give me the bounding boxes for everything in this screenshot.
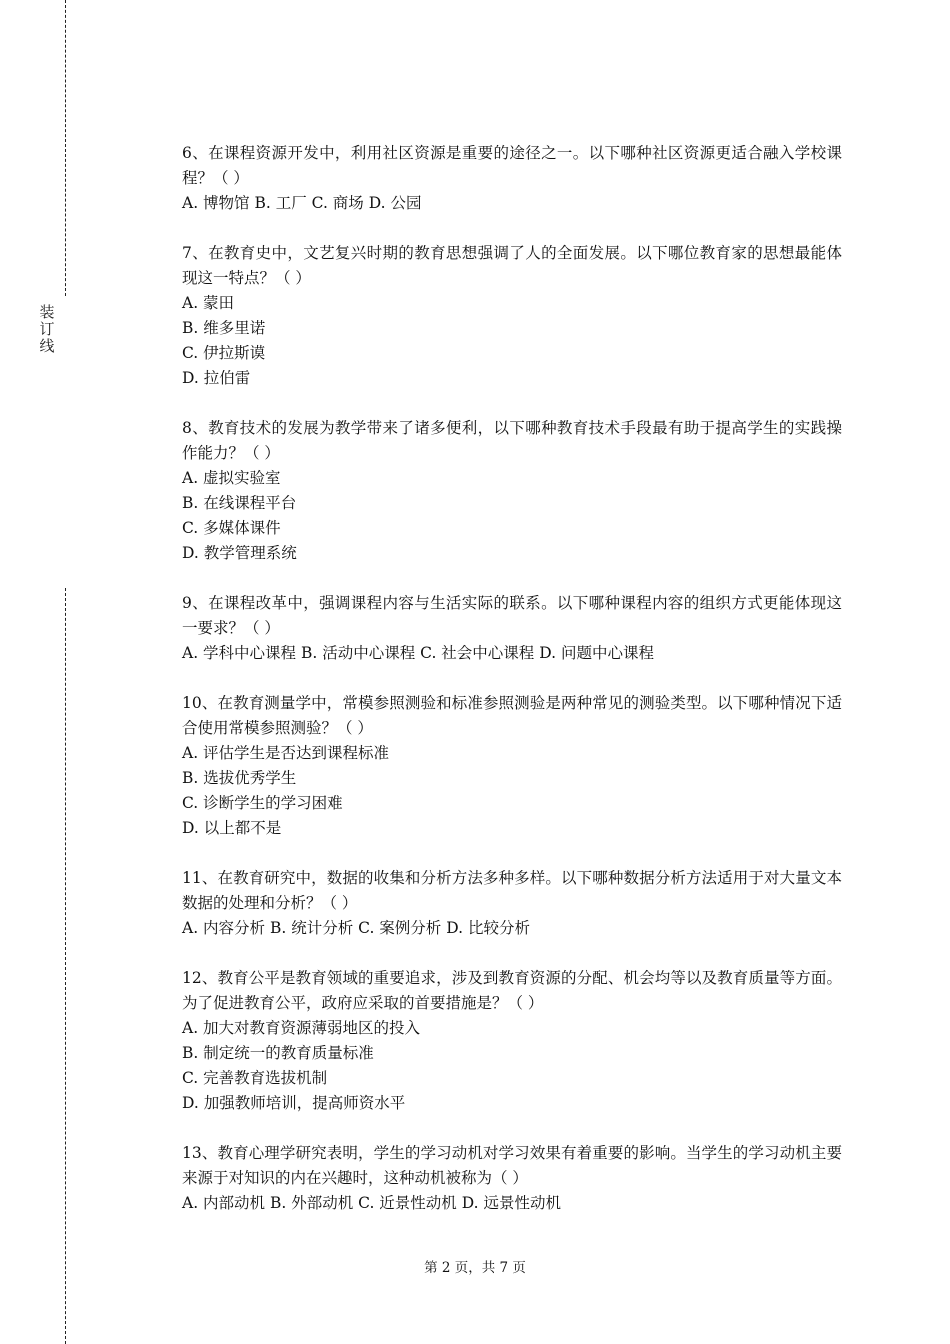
question-options: A. 内容分析 B. 统计分析 C. 案例分析 D. 比较分析 bbox=[182, 919, 530, 937]
question-options: A. 博物馆 B. 工厂 C. 商场 D. 公园 bbox=[182, 194, 422, 212]
question-9 bbox=[182, 591, 842, 666]
option-a: A. 加大对教育资源薄弱地区的投入 bbox=[182, 1019, 421, 1037]
option-d: D. 拉伯雷 bbox=[182, 369, 251, 387]
question-stem: 9、在课程改革中，强调课程内容与生活实际的联系。以下哪种课程内容的组织方式更能体现这一要求？（ ） bbox=[182, 594, 842, 637]
option-d: D. 教学管理系统 bbox=[182, 544, 297, 562]
option-a: A. 虚拟实验室 bbox=[182, 469, 281, 487]
option-b: B. 在线课程平台 bbox=[182, 494, 297, 512]
question-stem: 7、在教育史中，文艺复兴时期的教育思想强调了人的全面发展。以下哪位教育家的思想最能体现这一特点？（ ） bbox=[182, 244, 842, 287]
question-stem: 6、在课程资源开发中，利用社区资源是重要的途径之一。以下哪种社区资源更适合融入学校课程？（ ） bbox=[182, 144, 842, 187]
question-stem: 11、在教育研究中，数据的收集和分析方法多种多样。以下哪种数据分析方法适用于对大量文本数据的处理和分析？（ ） bbox=[182, 869, 842, 912]
option-a: A. 评估学生是否达到课程标准 bbox=[182, 744, 390, 762]
option-b: B. 维多里诺 bbox=[182, 319, 266, 337]
question-stem: 10、在教育测量学中，常模参照测验和标准参照测验是两种常见的测验类型。以下哪种情况下适合使用常模参照测验？（ ） bbox=[182, 694, 842, 737]
binding-line-bottom bbox=[65, 588, 66, 1344]
option-d: D. 以上都不是 bbox=[182, 819, 282, 837]
question-13 bbox=[182, 1141, 842, 1216]
binding-label bbox=[37, 304, 57, 355]
question-10 bbox=[182, 691, 842, 841]
option-b: B. 选拔优秀学生 bbox=[182, 769, 297, 787]
page-footer: 第 2 页，共 7 页 bbox=[424, 1260, 526, 1276]
question-stem: 8、教育技术的发展为教学带来了诸多便利，以下哪种教育技术手段最有助于提高学生的实践操作能力？（ ） bbox=[182, 419, 842, 462]
question-stem: 12、教育公平是教育领域的重要追求，涉及到教育资源的分配、机会均等以及教育质量等方面。为了促进教育公平，政府应采取的首要措施是？（ ） bbox=[182, 969, 842, 1012]
option-c: C. 伊拉斯谟 bbox=[182, 344, 266, 362]
question-7 bbox=[182, 241, 842, 391]
question-list bbox=[182, 141, 842, 1241]
option-b: B. 制定统一的教育质量标准 bbox=[182, 1044, 374, 1062]
binding-char: 线 bbox=[39, 337, 55, 355]
option-a: A. 蒙田 bbox=[182, 294, 235, 312]
question-options: A. 学科中心课程 B. 活动中心课程 C. 社会中心课程 D. 问题中心课程 bbox=[182, 644, 654, 662]
question-8 bbox=[182, 416, 842, 566]
binding-line-top bbox=[65, 0, 66, 296]
question-6 bbox=[182, 141, 842, 216]
option-c: C. 完善教育选拔机制 bbox=[182, 1069, 328, 1087]
question-11 bbox=[182, 866, 842, 941]
question-12 bbox=[182, 966, 842, 1116]
binding-char: 装 bbox=[39, 303, 55, 321]
question-stem: 13、教育心理学研究表明，学生的学习动机对学习效果有着重要的影响。当学生的学习动机主要来源于对知识的内在兴趣时，这种动机被称为（ ） bbox=[182, 1144, 842, 1187]
option-d: D. 加强教师培训，提高师资水平 bbox=[182, 1094, 406, 1112]
option-c: C. 多媒体课件 bbox=[182, 519, 281, 537]
question-options: A. 内部动机 B. 外部动机 C. 近景性动机 D. 远景性动机 bbox=[182, 1194, 561, 1212]
binding-char: 订 bbox=[39, 320, 55, 338]
option-c: C. 诊断学生的学习困难 bbox=[182, 794, 343, 812]
